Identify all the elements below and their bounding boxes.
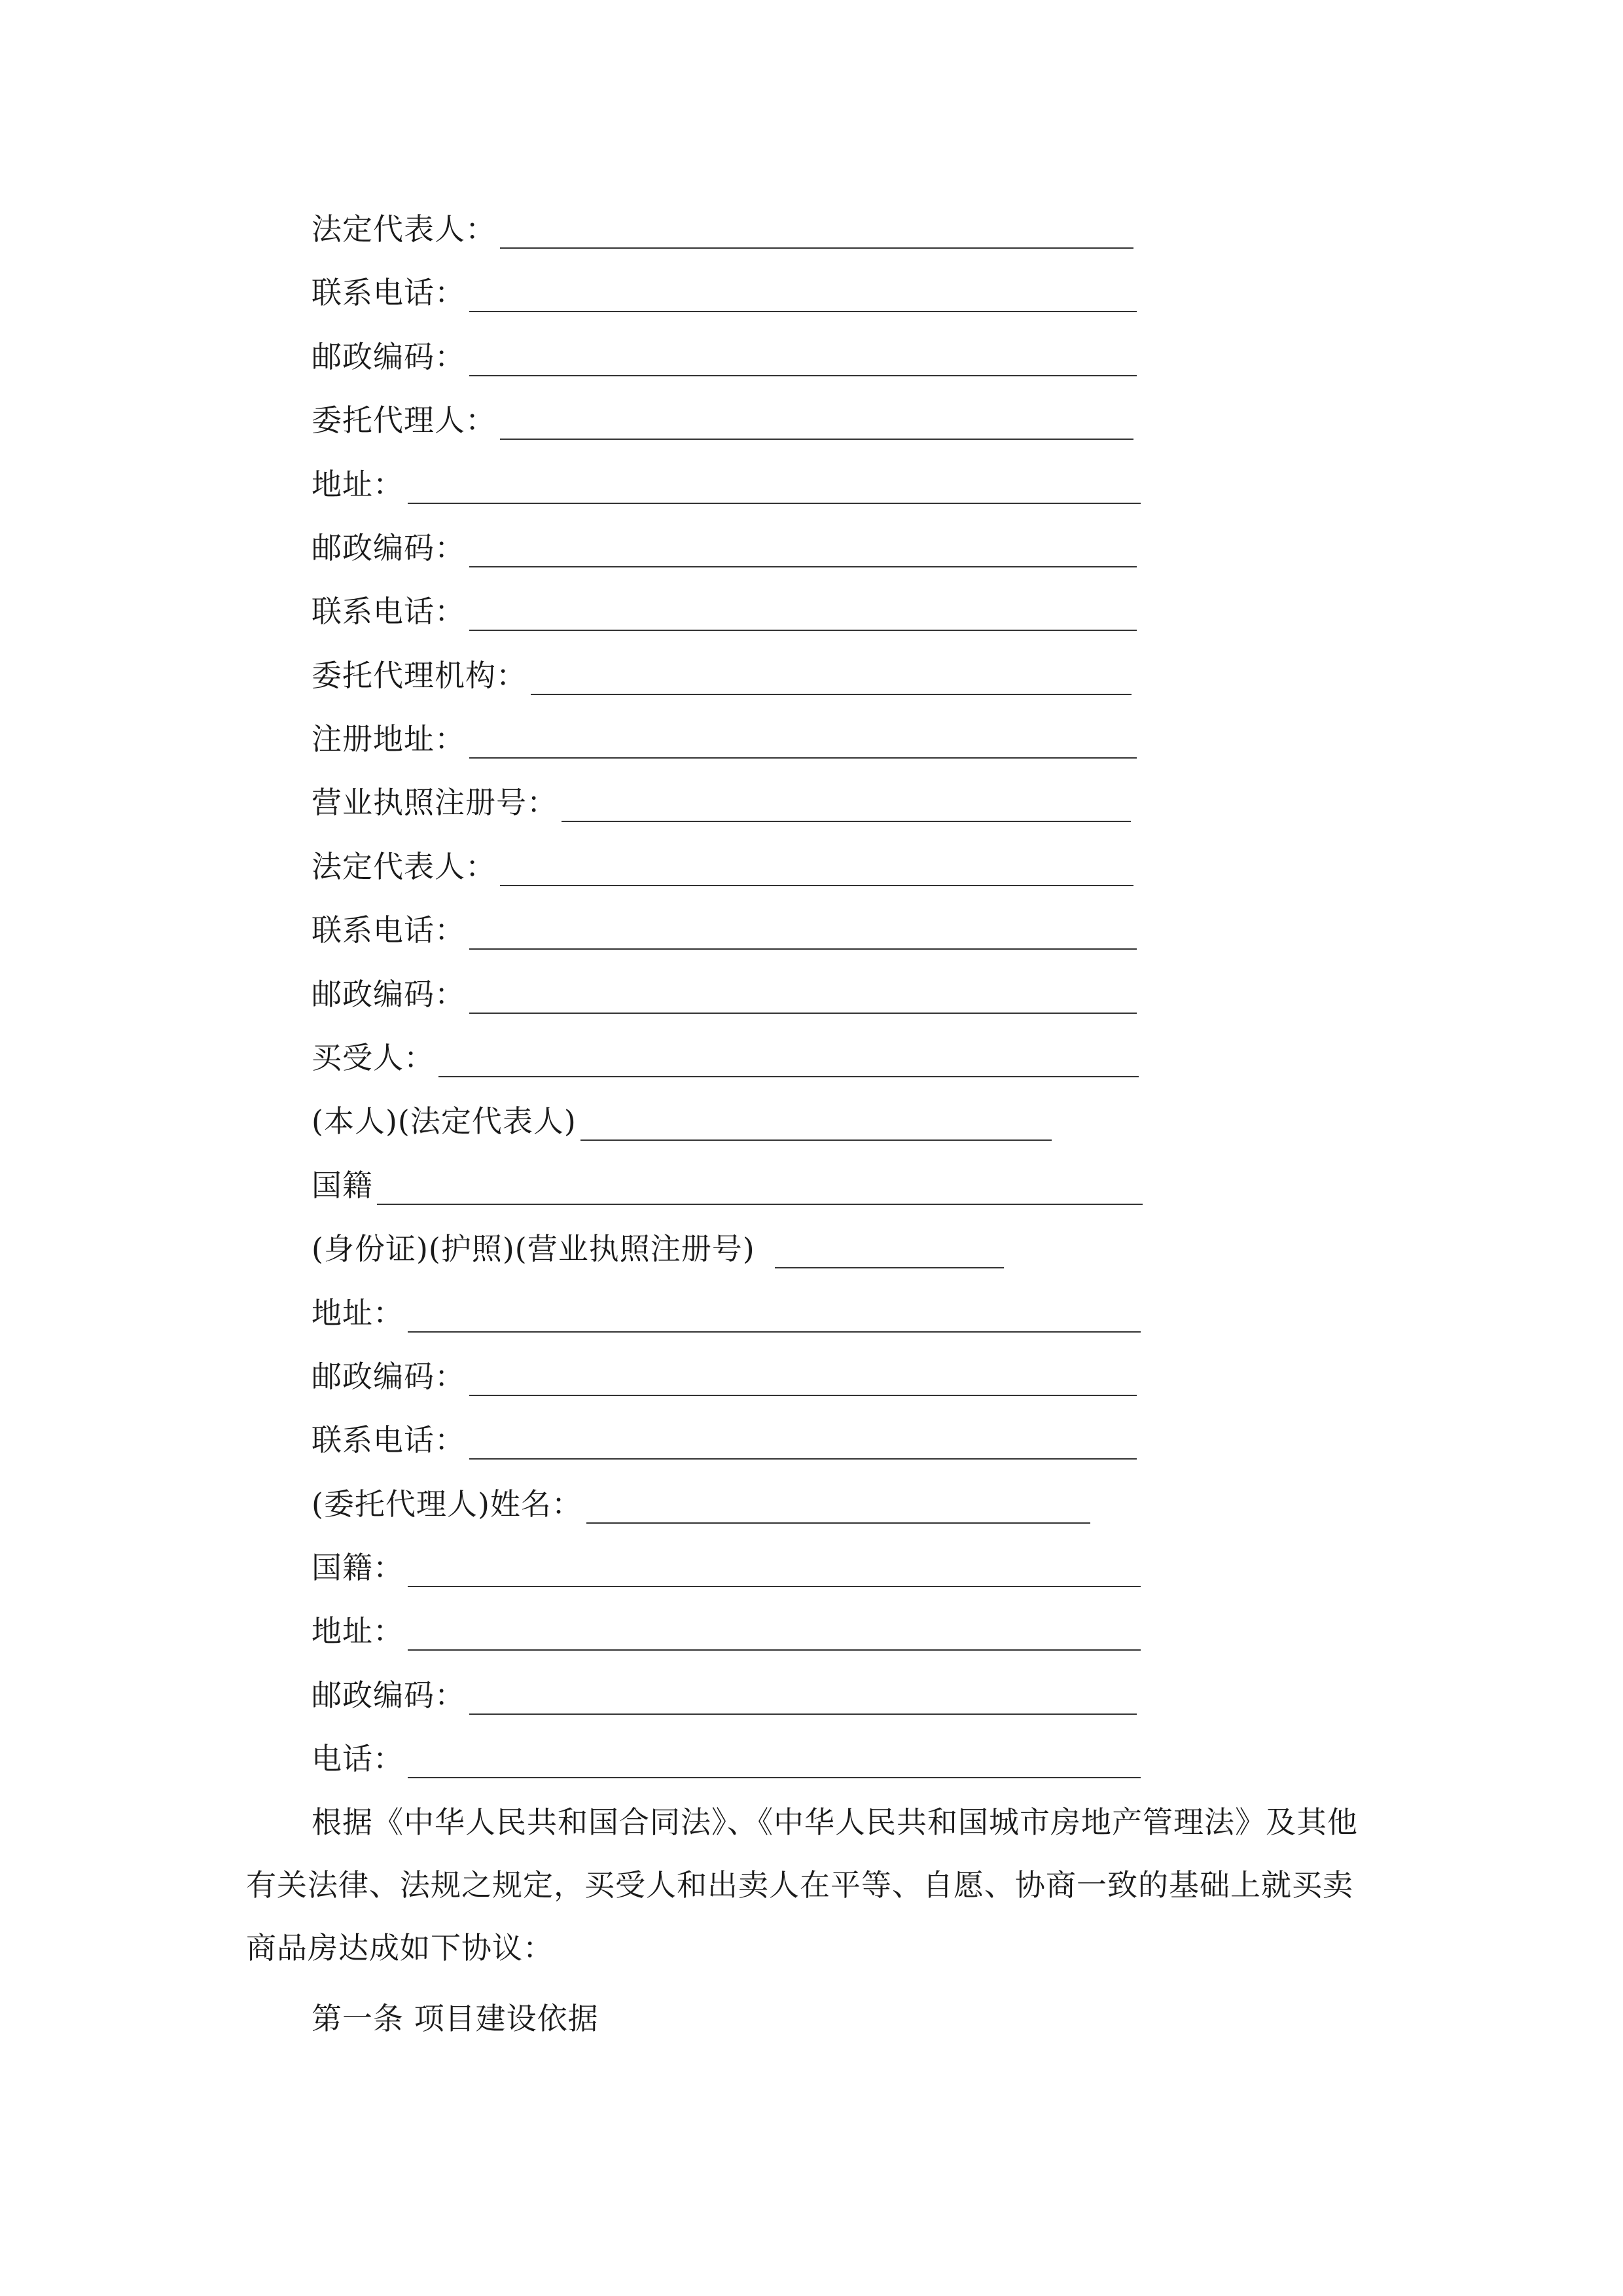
field-label: 邮政编码： [312,339,465,374]
field-label: 联系电话： [312,594,465,629]
blank-line[interactable] [377,1168,1143,1205]
field-row [312,1088,1052,1141]
field-row [312,1726,1141,1778]
blank-line[interactable] [500,850,1133,886]
field-label: 地址： [312,467,404,502]
blank-line[interactable] [408,467,1141,504]
paragraph-text: 根据《中华人民共和国合同法》、《中华人民共和国城市房地产管理法》及其他有关法律、法规之规定，买受人和出卖人在平等、自愿、协商一致的基础上就买卖商品房达成如下协议： [246,1804,1358,1965]
field-row [312,643,1132,695]
field-label: 邮政编码： [312,530,465,565]
field-row [312,1471,1090,1524]
blank-line[interactable] [469,977,1137,1014]
blank-line[interactable] [469,1359,1137,1396]
field-row [312,1662,1137,1715]
blank-line[interactable] [408,1614,1141,1651]
field-row [312,770,1131,822]
field-label: 注册地址： [312,721,465,757]
field-label: 联系电话： [312,275,465,310]
field-row [312,579,1137,631]
blank-line[interactable] [469,913,1137,950]
field-label: 委托代理人： [312,403,496,438]
field-label: 电话： [312,1741,404,1776]
blank-line[interactable] [531,658,1132,695]
blank-line[interactable] [500,403,1133,440]
blank-line[interactable] [469,1678,1137,1715]
field-label: 营业执照注册号： [312,785,558,820]
field-label: 地址： [312,1613,404,1649]
blank-line[interactable] [469,594,1137,631]
field-row [312,834,1133,886]
blank-line[interactable] [586,1487,1090,1524]
field-row [312,324,1137,376]
field-row [312,452,1141,504]
blank-line[interactable] [500,212,1133,249]
field-row [312,1025,1139,1077]
blank-line[interactable] [775,1232,1004,1268]
blank-line[interactable] [438,1041,1139,1077]
field-row [312,1535,1141,1587]
field-label: 国籍 [312,1168,373,1203]
field-label: 地址： [312,1295,404,1331]
field-label: 邮政编码： [312,1677,465,1713]
field-label: (身份证)(护照)(营业执照注册号) [312,1231,755,1266]
field-row [312,1598,1141,1651]
field-label: (委托代理人)姓名： [312,1486,582,1522]
field-row [312,706,1137,759]
field-label: 买受人： [312,1040,435,1075]
field-row [312,260,1137,312]
field-label: 联系电话： [312,1422,465,1458]
blank-line[interactable] [469,722,1137,759]
field-label: 联系电话： [312,912,465,948]
blank-line[interactable] [408,1551,1141,1587]
field-row [312,1407,1137,1460]
field-row [312,961,1137,1014]
blank-line[interactable] [580,1104,1052,1141]
field-row [312,1280,1141,1333]
blank-line[interactable] [469,1423,1137,1460]
field-row [312,1216,1004,1268]
blank-line[interactable] [408,1296,1141,1333]
field-row [312,196,1133,249]
field-label: 邮政编码： [312,1359,465,1394]
field-row [312,897,1137,950]
blank-line[interactable] [469,276,1137,312]
field-row [312,387,1133,440]
agreement-paragraph [246,1791,1378,1979]
blank-line[interactable] [469,340,1137,376]
field-label: 法定代表人： [312,211,496,247]
field-label: 邮政编码： [312,977,465,1012]
blank-line[interactable] [562,785,1131,822]
field-row [312,515,1137,567]
field-label: 国籍： [312,1550,404,1585]
field-label: 法定代表人： [312,849,496,884]
blank-line[interactable] [408,1742,1141,1778]
field-row [312,1344,1137,1396]
article-heading: 第一条 项目建设依据 [312,2001,599,2036]
field-label: 委托代理机构： [312,658,527,693]
blank-line[interactable] [469,531,1137,567]
field-row [312,1153,1143,1205]
field-label: (本人)(法定代表人) [312,1103,577,1139]
